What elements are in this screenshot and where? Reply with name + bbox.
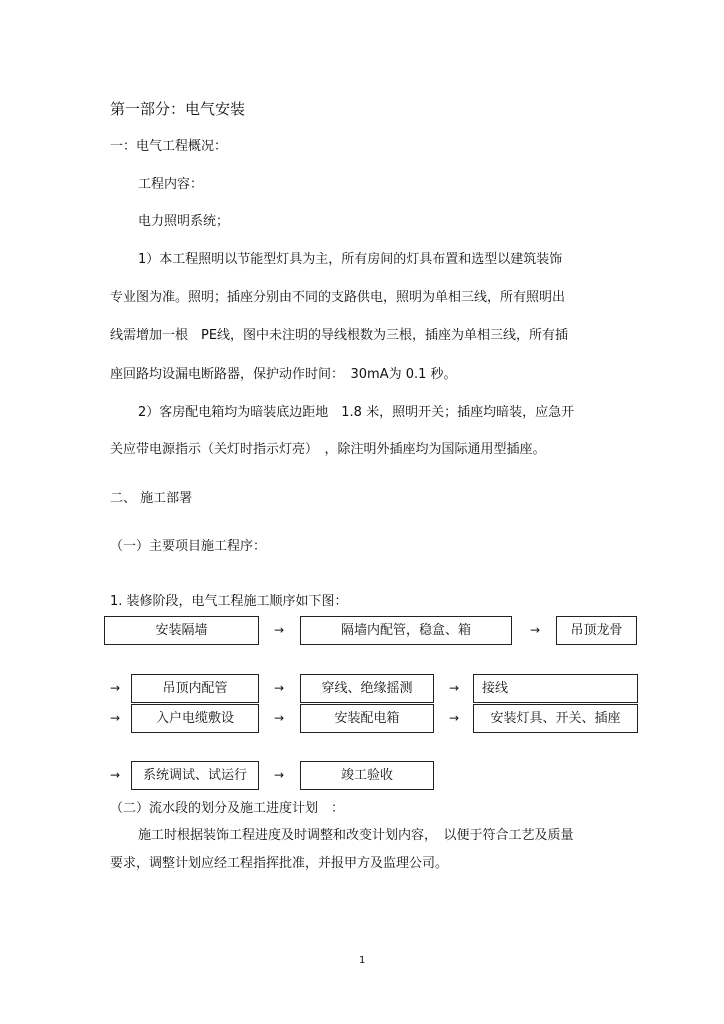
paragraph-1-line-2: 专业图为准。照明；插座分别由不同的支路供电，照明为单相三线，所有照明出 (110, 290, 566, 305)
flow-step-wiring-insulation-test: 穿线、绝缘摇测 (300, 674, 434, 703)
flow-step-ceiling-conduit: 吊顶内配管 (131, 674, 259, 703)
part-title: 第一部分：电气安装 (110, 100, 246, 118)
flow-step-fixtures-switches-sockets: 安装灯具、开关、插座 (473, 704, 638, 733)
section-1-title: 一：电气工程概况： (110, 139, 228, 154)
flow-arrow: → (274, 768, 285, 782)
subsection-2-title: （二）流水段的划分及施工进度计划 ： (110, 801, 345, 816)
flow-step-ceiling-keel: 吊顶龙骨 (556, 616, 637, 645)
flow-arrow: → (530, 623, 541, 637)
flow-arrow: → (274, 711, 285, 725)
flow-step-system-commissioning: 系统调试、试运行 (131, 761, 259, 790)
paragraph-2-line-1: 2）客房配电箱均为暗装底边距地 1.8 米，照明开关；插座均暗装，应急开 (138, 405, 575, 420)
paragraph-1-line-4: 座回路均设漏电断路器，保护动作时间： 30mA为 0.1 秒。 (110, 367, 457, 382)
flow-arrow: → (449, 711, 460, 725)
page-number: 1 (359, 955, 366, 966)
flow-step-completion-acceptance: 竣工验收 (300, 761, 434, 790)
section-2-title: 二、 施工部署 (110, 491, 193, 506)
stage-line: 1. 装修阶段，电气工程施工顺序如下图： (110, 594, 348, 609)
paragraph-2-line-2: 关应带电源指示（关灯时指示灯亮） ，除注明外插座均为国际通用型插座。 (110, 442, 546, 457)
flow-arrow: → (110, 768, 121, 782)
scope-label: 工程内容： (138, 177, 204, 192)
flow-step-install-partition: 安装隔墙 (104, 616, 259, 645)
flow-step-distribution-box: 安装配电箱 (300, 704, 434, 733)
flow-arrow: → (110, 711, 121, 725)
flow-arrow: → (110, 681, 121, 695)
paragraph-3-line-1: 施工时根据装饰工程进度及时调整和改变计划内容， 以便于符合工艺及质量 (138, 828, 574, 843)
paragraph-1-line-1: 1）本工程照明以节能型灯具为主，所有房间的灯具布置和选型以建筑装饰 (138, 252, 563, 267)
flow-step-wall-conduit: 隔墙内配管，稳盒、箱 (300, 616, 512, 645)
system-label: 电力照明系统； (138, 214, 230, 229)
subsection-1-title: （一）主要项目施工程序： (110, 539, 267, 554)
flow-arrow: → (449, 681, 460, 695)
paragraph-1-line-3: 线需增加一根 PE线，图中未注明的导线根数为三根，插座为单相三线，所有插 (110, 328, 569, 343)
flow-arrow: → (274, 681, 285, 695)
flow-arrow: → (274, 623, 285, 637)
flow-step-incoming-cable: 入户电缆敷设 (131, 704, 259, 733)
paragraph-3-line-2: 要求，调整计划应经工程指挥批准，并报甲方及监理公司。 (110, 856, 449, 871)
flow-step-connection: 接线 (473, 674, 638, 703)
